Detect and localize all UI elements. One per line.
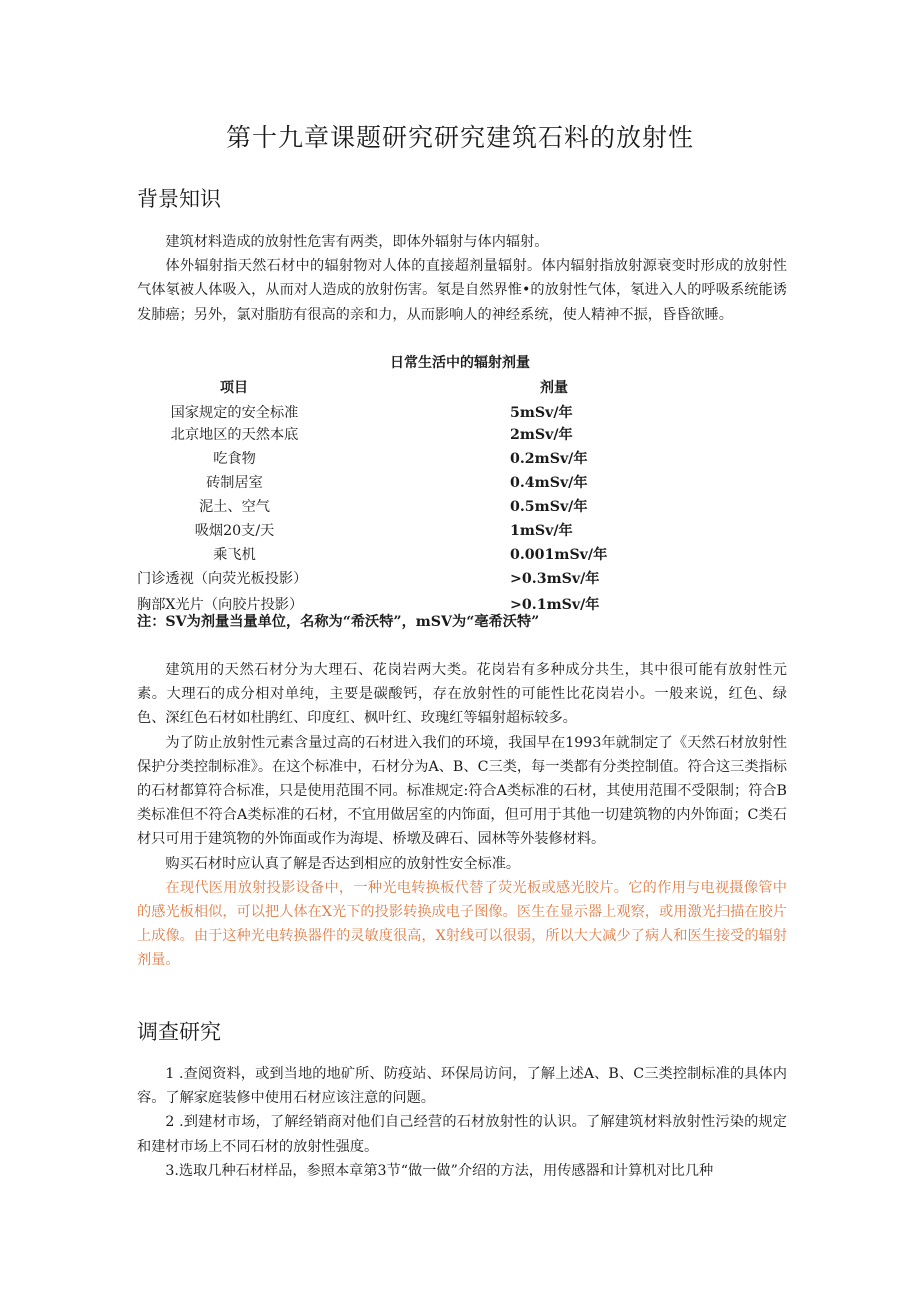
table-cell-dose: 1mSv/年 [510, 523, 573, 539]
table-cell-item: 门诊透视（向荧光板投影） [137, 571, 308, 587]
table-cell-item: 乘飞机 [213, 547, 256, 563]
table-cell-item: 北京地区的天然本底 [170, 427, 299, 443]
table-cell-dose: 5mSv/年 [510, 405, 573, 421]
table-row [137, 401, 657, 425]
table-header-dose: 剂量 [540, 380, 568, 396]
table-title: 日常生活中的辐射剂量 [390, 355, 530, 371]
paragraph: 为了防止放射性元素含量过高的石材进入我们的环境，我国早在1993年就制定了《天然石材放射性保护分类控制标准》。在这个标准中，石材分为A、B、C三类，每一类都有分类控制值。符合这三类指标的石材都算符合标准，只是使用范围不同。标准规定:符合A类标准的石材，其使用范围不受限制；符合B类标准但不符合A类标准的石材，不宜用做居室的内饰面，但可用于其他一切建筑物的内外饰面；C类石材只可用于建筑物的外饰面或作为海堤、桥墩及碑石、园林等外装修材料。 [137, 734, 787, 848]
table-row [137, 495, 657, 519]
table-note: 注：SV为剂量当量单位，名称为“希沃特”，mSV为“亳希沃特” [137, 614, 540, 630]
table-cell-dose: 2mSv/年 [510, 427, 573, 443]
intro-text [137, 230, 787, 327]
step-item: 3.选取几种石材样品，参照本章第3节“做一做”介绍的方法，用传感器和计算机对比几种 [165, 1162, 714, 1179]
table-cell-dose: >0.3mSv/年 [510, 571, 600, 587]
table-cell-item: 泥土、空气 [199, 499, 270, 515]
table-cell-item: 砖制居室 [206, 475, 263, 491]
step-item: 2 .到建材市场，了解经销商对他们自己经营的石材放射性的认识。了解建筑材料放射性污染的规定和建材市场上不同石材的放射性强度。 [137, 1114, 787, 1155]
paragraph: 建筑材料造成的放射性危害有两类，即体外辐射与体内辐射。 [165, 234, 549, 250]
table-cell-dose: 0.001mSv/年 [510, 547, 608, 563]
table-row [137, 543, 657, 567]
body-text [137, 658, 787, 973]
table-cell-item: 国家规定的安全标准 [170, 405, 299, 421]
page-title: 第十九章课题研究研究建筑石料的放射性 [225, 123, 694, 152]
table-cell-dose: 0.4mSv/年 [510, 475, 588, 491]
table-row [137, 447, 657, 471]
table-cell-dose: 0.5mSv/年 [510, 499, 588, 515]
table-cell-dose: >0.1mSv/年 [510, 597, 600, 613]
table-row [137, 519, 657, 543]
survey-steps [137, 1062, 787, 1183]
table-cell-item: 吸烟20支/天 [194, 523, 275, 539]
paragraph: 建筑用的天然石材分为大理石、花岗岩两大类。花岗岩有多种成分共生，其中很可能有放射性元素。大理石的成分相对单纯，主要是碳酸钙，存在放射性的可能性比花岗岩小。一般来说，红色、绿色、深红色石材如杜鹃红、印度红、枫叶红、玫瑰红等辐射超标较多。 [137, 662, 787, 727]
paragraph: 体外辐射指天然石材中的辐射物对人体的直接超剂量辐射。体内辐射指放射源衰变时形成的放射性气体氡被人体吸入，从而对人造成的放射伤害。氡是自然界惟•的放射性气体，氡进入人的呼吸系统能诱发肺癌；另外，氯对脂肪有很高的亲和力，从而影响人的神经系统，使人精神不振，昏昏欲睡。 [137, 258, 787, 323]
table-row [137, 423, 657, 447]
table-row [137, 567, 657, 591]
table-cell-dose: 0.2mSv/年 [510, 451, 588, 467]
paragraph-highlight: 在现代医用放射投影设备中，一种光电转换板代替了荧光板或感光胶片。它的作用与电视摄像管中的感光板相似，可以把人体在X光下的投影转换成电子图像。医生在显示器上观察，或用激光扫描在胶片上成像。由于这种光电转换器件的灵敏度很高，X射线可以很弱，所以大大减少了病人和医生接受的辐射剂量。 [137, 879, 787, 969]
table-cell-item: 吃食物 [213, 451, 256, 467]
table-cell-item: 胸部X光片（向胶片投影） [137, 597, 304, 613]
section-heading-survey: 调查研究 [137, 1020, 221, 1044]
highlighted-text [137, 876, 787, 973]
table-row [137, 471, 657, 495]
table-header-item: 项目 [220, 380, 248, 396]
paragraph: 购买石材时应认真了解是否达到相应的放射性安全标准。 [165, 855, 521, 872]
section-heading-background: 背景知识 [137, 187, 221, 211]
step-item: 1 .查阅资料，或到当地的地矿所、防疫站、环保局访问，了解上述A、B、C三类控制标准的具体内容。了解家庭装修中使用石材应该注意的问题。 [137, 1066, 787, 1107]
